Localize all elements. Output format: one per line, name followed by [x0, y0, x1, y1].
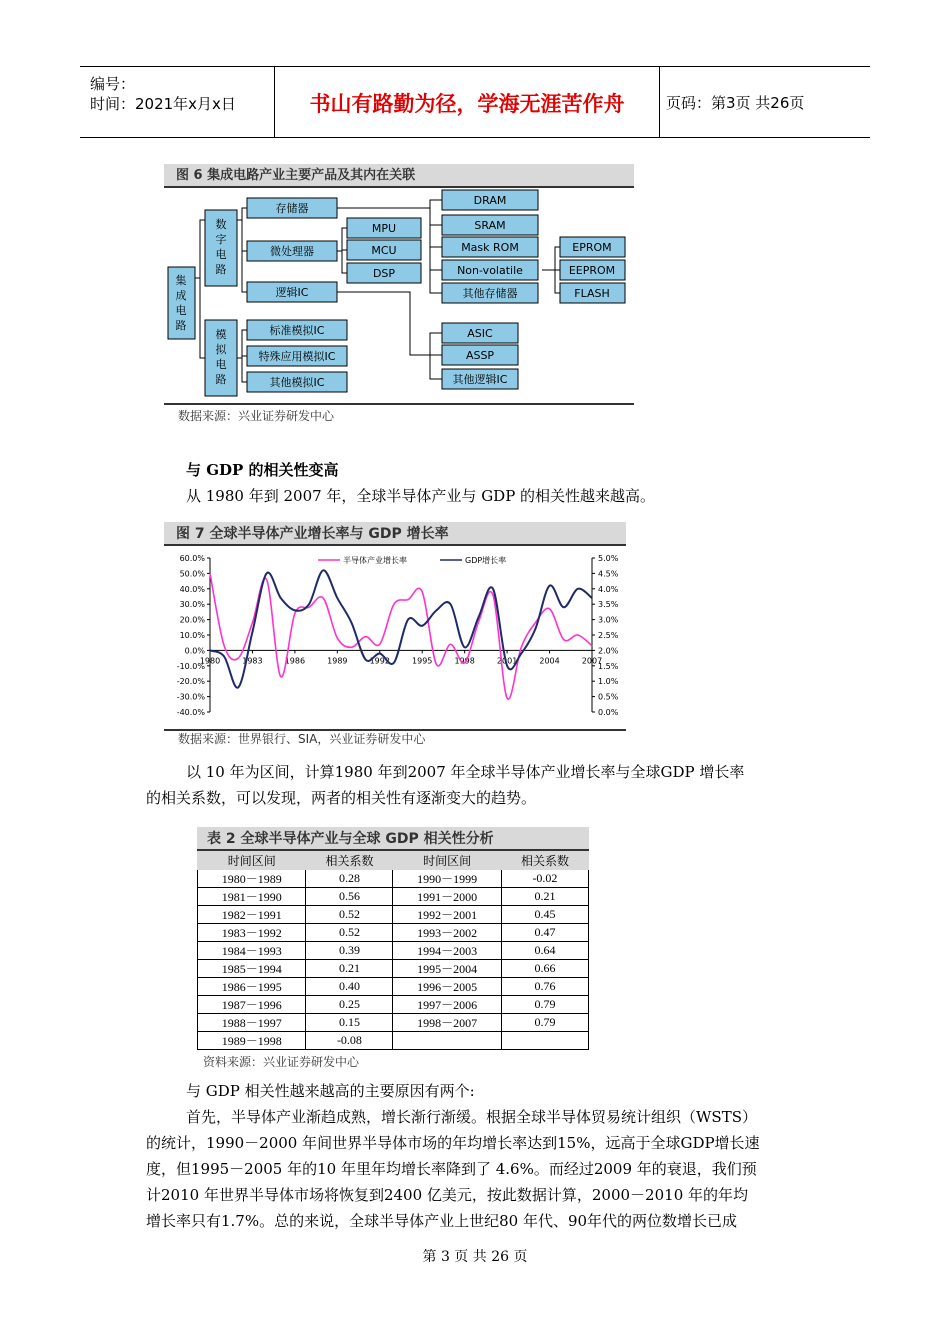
table-cell: 0.28	[306, 870, 393, 888]
correlation-table	[197, 851, 589, 1050]
table-cell: 1989－1998	[198, 1032, 306, 1050]
table-cell: 0.52	[306, 906, 393, 924]
table-cell: 0.25	[306, 996, 393, 1014]
y-right-tick-label: 1.5%	[598, 661, 619, 671]
body-line3: 的统计，1990－2000 年间世界半导体市场的年均增长率达到15%，远高于全球GDP增长速	[146, 1134, 760, 1152]
y-left-tick-label: 20.0%	[179, 615, 205, 625]
table-cell: 1981－1990	[198, 888, 306, 906]
table-cell: 1984－1993	[198, 942, 306, 960]
table-cell: 0.45	[501, 906, 588, 924]
x-tick-label: 1989	[327, 656, 348, 666]
legend-label: GDP增长率	[465, 556, 507, 565]
table-cell: 0.47	[501, 924, 588, 942]
y-left-tick-label: 10.0%	[179, 631, 205, 640]
body-line5: 计2010 年世界半导体市场将恢复到2400 亿美元，按此数据计算，2000－2010 年的年均	[146, 1186, 749, 1204]
table-row	[198, 906, 589, 924]
y-left-tick-label: 40.0%	[179, 584, 205, 594]
table-cell	[501, 1032, 588, 1050]
body-line1: 与 GDP 相关性越来越高的主要原因有两个:	[186, 1082, 475, 1100]
node-mcu: MCU	[371, 244, 397, 257]
table-cell: 1995－2004	[393, 960, 501, 978]
table-cell: 1988－1997	[198, 1014, 306, 1032]
table-cell: 1993－2002	[393, 924, 501, 942]
table-cell: -0.02	[501, 870, 588, 888]
table-cell: 0.21	[501, 888, 588, 906]
y-right-tick-label: 4.0%	[598, 584, 619, 594]
header-meta	[80, 67, 275, 137]
body-line4: 度，但1995－2005 年的10 年里年均增长率降到了 4.6%。而经过2009 年的衰退，我们预	[146, 1160, 757, 1178]
x-tick-label: 2001	[496, 656, 518, 666]
y-right-tick-label: 5.0%	[598, 554, 619, 563]
table-cell: 0.21	[306, 960, 393, 978]
table-header-cell: 时间区间	[393, 852, 501, 870]
table-cell: 1982－1991	[198, 906, 306, 924]
node-memory: 存储器	[275, 202, 309, 215]
y-left-tick-label: -20.0%	[176, 677, 205, 687]
para2-line1: 以 10 年为区间，计算1980 年到2007 年全球半导体产业增长率与全球GDP 增长率	[186, 763, 745, 781]
table-header-cell: 时间区间	[198, 852, 306, 870]
table-cell: 0.79	[501, 1014, 588, 1032]
y-left-tick-label: 60.0%	[179, 554, 205, 563]
y-left-tick-label: 50.0%	[179, 569, 205, 579]
series-line-2	[210, 570, 592, 687]
table-cell: 0.56	[306, 888, 393, 906]
x-tick-label: 2007	[581, 656, 603, 666]
table-header-row	[198, 852, 589, 870]
y-left-tick-label: -40.0%	[176, 708, 205, 717]
table-row	[198, 888, 589, 906]
node-non-volatile: Non-volatile	[457, 264, 523, 277]
table2-source: 资料来源：兴业证券研发中心	[203, 1055, 360, 1069]
table-cell: 0.66	[501, 960, 588, 978]
table-cell: 1985－1994	[198, 960, 306, 978]
figure7-chart	[160, 546, 632, 732]
y-left-tick-label: -10.0%	[176, 661, 205, 671]
table-row	[198, 942, 589, 960]
page-header	[80, 66, 870, 138]
y-right-tick-label: 4.5%	[598, 569, 619, 579]
x-tick-label: 1983	[242, 656, 263, 666]
x-tick-label: 1980	[199, 656, 221, 666]
table-cell: -0.08	[306, 1032, 393, 1050]
table-row	[198, 960, 589, 978]
table2-title: 表 2 全球半导体产业与全球 GDP 相关性分析	[197, 827, 589, 851]
series-line-1	[210, 573, 592, 699]
table-cell: 1986－1995	[198, 978, 306, 996]
node-analog: 模拟电路	[215, 328, 227, 386]
y-right-tick-label: 3.5%	[598, 600, 619, 610]
node-dsp: DSP	[372, 267, 396, 280]
table-cell: 1997－2006	[393, 996, 501, 1014]
y-left-tick-label: 30.0%	[179, 600, 205, 610]
body-line2: 首先，半导体产业渐趋成熟，增长渐行渐缓。根据全球半导体贸易统计组织（WSTS）	[186, 1108, 757, 1126]
table-cell: 1996－2005	[393, 978, 501, 996]
table-header-cell: 相关系数	[306, 852, 393, 870]
node-mpu: MPU	[371, 222, 397, 235]
node-digital: 数字电路	[215, 218, 227, 276]
table-cell	[393, 1032, 501, 1050]
node-other-analog: 其他模拟IC	[269, 376, 325, 389]
table-cell: 0.52	[306, 924, 393, 942]
table-cell: 1992－2001	[393, 906, 501, 924]
y-left-tick-label: 0.0%	[184, 646, 205, 656]
table-cell: 1991－2000	[393, 888, 501, 906]
y-right-tick-label: 1.0%	[598, 677, 619, 687]
header-page-label: 页码：第3页 共26页	[666, 94, 805, 112]
table-cell: 0.40	[306, 978, 393, 996]
node-assp: ASSP	[465, 349, 495, 362]
table-row	[198, 1032, 589, 1050]
page-footer: 第 3 页 共 26 页	[422, 1249, 528, 1265]
figure7-title: 图 7 全球半导体产业增长率与 GDP 增长率	[164, 522, 626, 546]
y-right-tick-label: 2.5%	[598, 631, 619, 640]
figure6-diagram	[160, 188, 640, 406]
header-motto: 书山有路勤为径，学海无涯苦作舟	[275, 67, 660, 137]
table-header-cell: 相关系数	[501, 852, 588, 870]
x-tick-label: 1998	[454, 656, 475, 666]
section-intro: 从 1980 年到 2007 年，全球半导体产业与 GDP 的相关性越来越高。	[186, 487, 656, 505]
table-cell: 1987－1996	[198, 996, 306, 1014]
date-label: 时间：2021年x月x日	[90, 95, 236, 113]
body-line6: 增长率只有1.7%。总的来说，全球半导体产业上世纪80 年代、90年代的两位数增长已成	[146, 1212, 738, 1230]
x-tick-label: 1986	[284, 656, 306, 666]
number-label: 编号：	[90, 75, 136, 93]
node-mask-rom: Mask ROM	[461, 241, 519, 254]
x-tick-label: 1995	[412, 656, 433, 666]
figure7-source: 数据来源：世界银行、SIA，兴业证券研发中心	[178, 732, 426, 746]
node-flash: FLASH	[574, 287, 610, 300]
node-other-logic: 其他逻辑IC	[452, 373, 508, 386]
table-cell: 1998－2007	[393, 1014, 501, 1032]
node-special-analog: 特殊应用模拟IC	[258, 350, 336, 363]
y-right-tick-label: 0.5%	[598, 692, 619, 702]
node-std-analog: 标准模拟IC	[269, 324, 325, 337]
x-tick-label: 1992	[369, 656, 390, 666]
table-cell: 0.79	[501, 996, 588, 1014]
para2-line2: 的相关系数，可以发现，两者的相关性有逐渐变大的趋势。	[146, 789, 537, 807]
table-cell: 0.76	[501, 978, 588, 996]
table-row	[198, 924, 589, 942]
node-sram: SRAM	[474, 219, 506, 232]
table-cell: 1994－2003	[393, 942, 501, 960]
table-cell: 1990－1999	[393, 870, 501, 888]
y-left-tick-label: -30.0%	[176, 692, 205, 702]
table-row	[198, 870, 589, 888]
legend-label: 半导体产业增长率	[343, 556, 407, 565]
node-microprocessor: 微处理器	[270, 245, 314, 258]
table-cell: 1983－1992	[198, 924, 306, 942]
section-heading: 与 GDP 的相关性变高	[186, 461, 339, 479]
figure6-title: 图 6 集成电路产业主要产品及其内在关联	[164, 164, 634, 188]
table-cell: 1980－1989	[198, 870, 306, 888]
node-dram: DRAM	[473, 194, 507, 207]
x-tick-label: 2004	[539, 656, 560, 666]
table-cell: 0.15	[306, 1014, 393, 1032]
node-root: 集成电路	[175, 274, 187, 332]
node-eprom: EPROM	[572, 241, 612, 254]
table-cell: 0.64	[501, 942, 588, 960]
table-row	[198, 978, 589, 996]
y-right-tick-label: 0.0%	[598, 708, 619, 717]
figure6-source: 数据来源：兴业证券研发中心	[178, 409, 335, 423]
table-cell: 0.39	[306, 942, 393, 960]
table-row	[198, 996, 589, 1014]
y-right-tick-label: 3.0%	[598, 615, 619, 625]
table-row	[198, 1014, 589, 1032]
node-logic-ic: 逻辑IC	[275, 286, 309, 299]
node-eeprom: EEPROM	[568, 264, 616, 277]
node-other-memory: 其他存储器	[462, 287, 518, 300]
node-asic: ASIC	[467, 327, 493, 340]
y-right-tick-label: 2.0%	[598, 646, 619, 656]
